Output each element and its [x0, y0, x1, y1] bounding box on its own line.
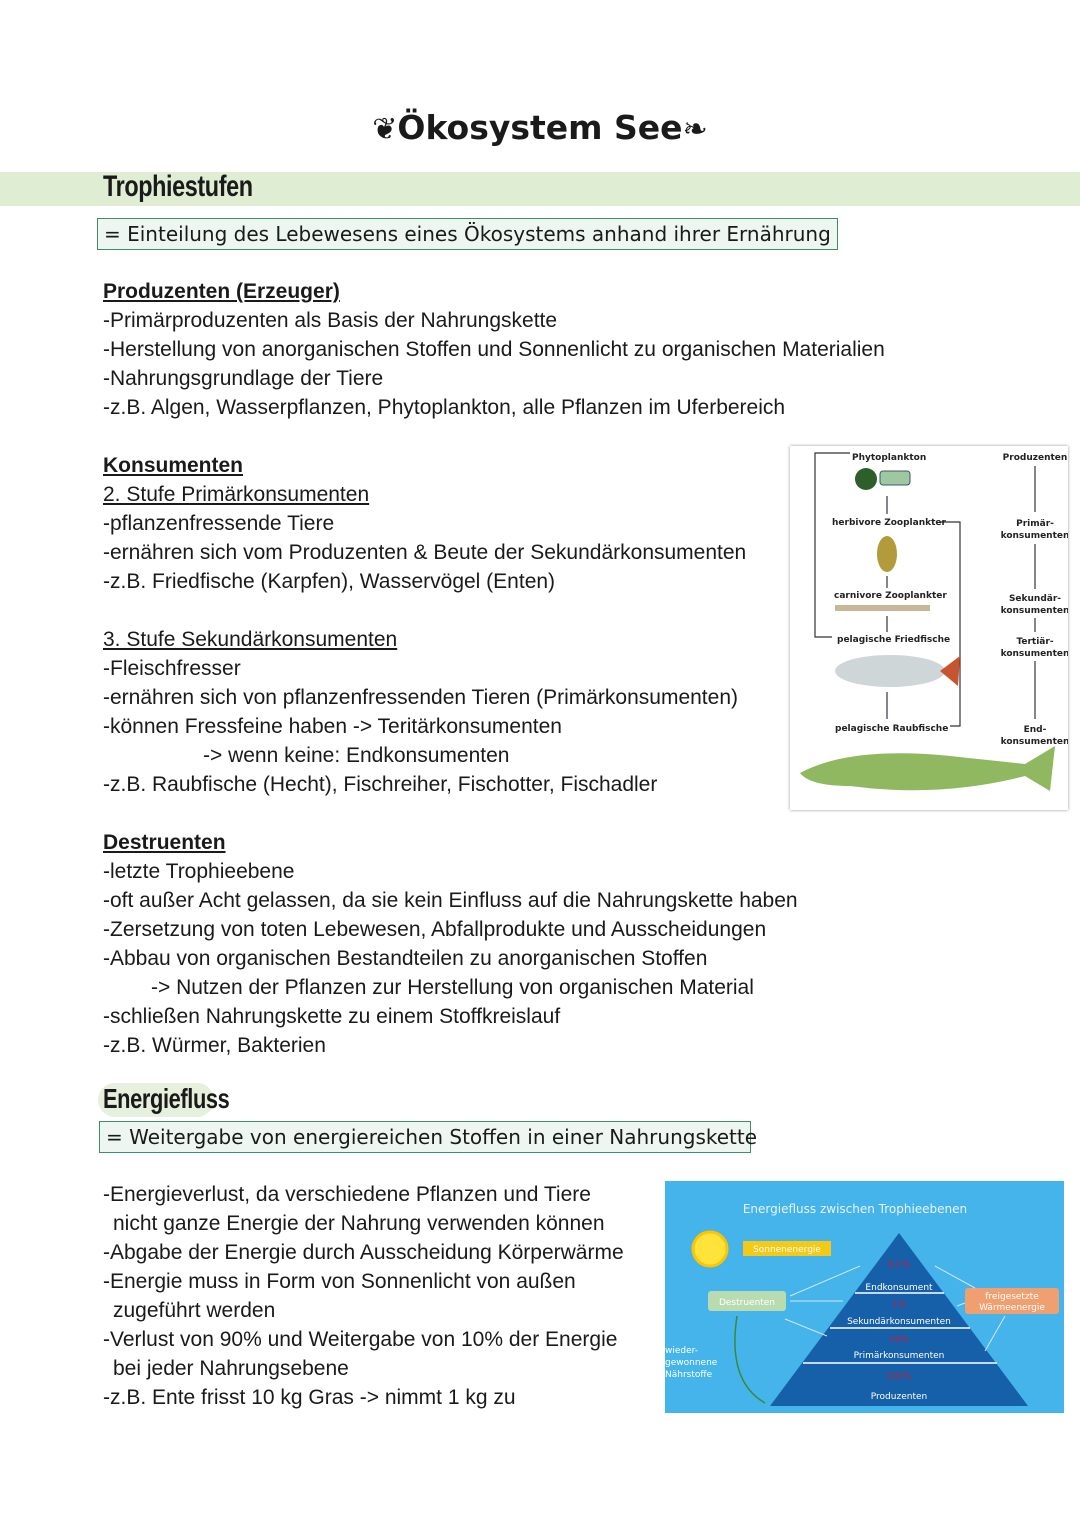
text-line: -Herstellung von anorganischen Stoffen und Sonnenlicht zu organischen Materialien — [103, 338, 885, 361]
pct-prim: 10% — [888, 1335, 910, 1345]
text-line: nicht ganze Energie der Nahrung verwenden können — [113, 1212, 605, 1235]
label-carnivore: carnivore Zooplankter — [834, 591, 947, 601]
text-line: -schließen Nahrungskette zu einem Stoffkreislauf — [103, 1005, 561, 1028]
label-produzenten: Produzenten — [1002, 453, 1068, 463]
text-line: -Primärproduzenten als Basis der Nahrungskette — [103, 309, 558, 332]
label-primaer-2: konsumenten — [1000, 531, 1068, 541]
label-end: End- — [1023, 725, 1047, 735]
sun-icon — [693, 1232, 727, 1266]
text-line: -ernähren sich vom Produzenten & Beute der Sekundärkonsumenten — [103, 541, 747, 564]
food-chain-image — [790, 446, 1068, 810]
label-naehr-2: gewonnene — [665, 1358, 718, 1368]
text-line: -> Nutzen der Pflanzen zur Herstellung von organischen Material — [151, 976, 754, 999]
subheading-stufe3: 3. Stufe Sekundärkonsumenten — [103, 628, 398, 651]
text-line: -z.B. Würmer, Bakterien — [103, 1034, 326, 1057]
heading-konsumenten: Konsumenten — [103, 454, 244, 477]
subheading-stufe2: 2. Stufe Primärkonsumenten — [103, 483, 370, 506]
text-line: -z.B. Algen, Wasserpflanzen, Phytoplankton, alle Pflanzen im Uferbereich — [103, 396, 786, 419]
text-line: -ernähren sich von pflanzenfressenden Tieren (Primärkonsumenten) — [103, 686, 738, 709]
text-line: -Energie muss in Form von Sonnenlicht von außen — [103, 1270, 576, 1293]
definition-trophiestufen: = Einteilung des Lebewesens eines Ökosystems anhand ihrer Ernährung — [97, 218, 838, 250]
text-line: -Abgabe der Energie durch Ausscheidung Körperwärme — [103, 1241, 624, 1264]
label-naehr-1: wieder- — [665, 1346, 699, 1356]
label-waerme-1: freigesetzte — [985, 1292, 1039, 1302]
text-line: -z.B. Friedfische (Karpfen), Wasservögel (Enten) — [103, 570, 556, 593]
heading-trophiestufen: Trophiestufen — [103, 170, 253, 203]
text-line: -Verlust von 90% und Weitergabe von 10% der Energie — [103, 1328, 618, 1351]
page-title: ❦Ökosystem See❧ — [372, 108, 708, 147]
text-line: -z.B. Ente frisst 10 kg Gras -> nimmt 1 kg zu — [103, 1386, 516, 1409]
text-line: -Abbau von organischen Bestandteilen zu anorganischen Stoffen — [103, 947, 708, 970]
text-line: -oft außer Acht gelassen, da sie kein Einfluss auf die Nahrungskette haben — [103, 889, 798, 912]
label-destruenten: Destruenten — [718, 1298, 776, 1308]
label-raubfische: pelagische Raubfische — [835, 724, 949, 734]
energy-pyramid-image — [665, 1181, 1064, 1413]
pct-prod: 100% — [886, 1372, 912, 1382]
label-sekundaer-2: konsumenten — [1000, 606, 1068, 616]
text-line: -z.B. Raubfische (Hecht), Fischreiher, Fischotter, Fischadler — [103, 773, 658, 796]
heading-destruenten: Destruenten — [103, 831, 226, 854]
label-sekundaer: Sekundär- — [1008, 594, 1062, 604]
label-primaer: Primär- — [1016, 519, 1054, 529]
pyramid-title: Energiefluss zwischen Trophieebenen — [742, 1202, 968, 1216]
label-herbivore: herbivore Zooplankter — [832, 518, 946, 528]
label-friedfische: pelagische Friedfische — [837, 635, 951, 645]
text-line: -Energieverlust, da verschiedene Pflanzen und Tiere — [103, 1183, 591, 1206]
text-line: -können Fressfeine haben -> Teritärkonsumenten — [103, 715, 562, 738]
label-tertiaer-2: konsumenten — [1000, 649, 1068, 659]
trophiestufen-text — [103, 277, 885, 1060]
level-prim: Primärkonsumenten — [853, 1351, 945, 1361]
ornament-right-icon: ❧ — [682, 112, 708, 147]
label-waerme-2: Wärmeenergie — [979, 1303, 1045, 1313]
text-line: -Zersetzung von toten Lebewesen, Abfallprodukte und Ausscheidungen — [103, 918, 767, 941]
text-line: -letzte Trophieebene — [103, 860, 295, 883]
text-line: zugeführt werden — [113, 1299, 276, 1322]
pct-end: 0,1% — [887, 1260, 911, 1270]
level-end: Endkonsument — [865, 1283, 933, 1293]
label-naehr-3: Nährstoffe — [665, 1370, 713, 1380]
text-line: -Nahrungsgrundlage der Tiere — [103, 367, 384, 390]
level-sek: Sekundärkonsumenten — [847, 1317, 951, 1327]
definition-energiefluss: = Weitergabe von energiereichen Stoffen in einer Nahrungskette — [99, 1121, 751, 1153]
heading-produzenten: Produzenten (Erzeuger) — [103, 280, 340, 303]
level-prod: Produzenten — [870, 1392, 928, 1402]
energiefluss-text — [103, 1180, 624, 1412]
text-line: -Fleischfresser — [103, 657, 241, 680]
pct-sek: 1% — [891, 1300, 907, 1310]
label-phytoplankton: Phytoplankton — [852, 453, 927, 463]
text-line: -pflanzenfressende Tiere — [103, 512, 335, 535]
heading-energiefluss: Energiefluss — [103, 1083, 230, 1114]
label-end-2: konsumenten — [1000, 737, 1068, 747]
text-line: bei jeder Nahrungsebene — [113, 1357, 349, 1380]
ornament-left-icon: ❦ — [372, 112, 398, 147]
label-tertiaer: Tertiär- — [1016, 637, 1054, 647]
text-line: -> wenn keine: Endkonsumenten — [203, 744, 510, 767]
label-sonnenenergie: Sonnenenergie — [753, 1245, 821, 1255]
